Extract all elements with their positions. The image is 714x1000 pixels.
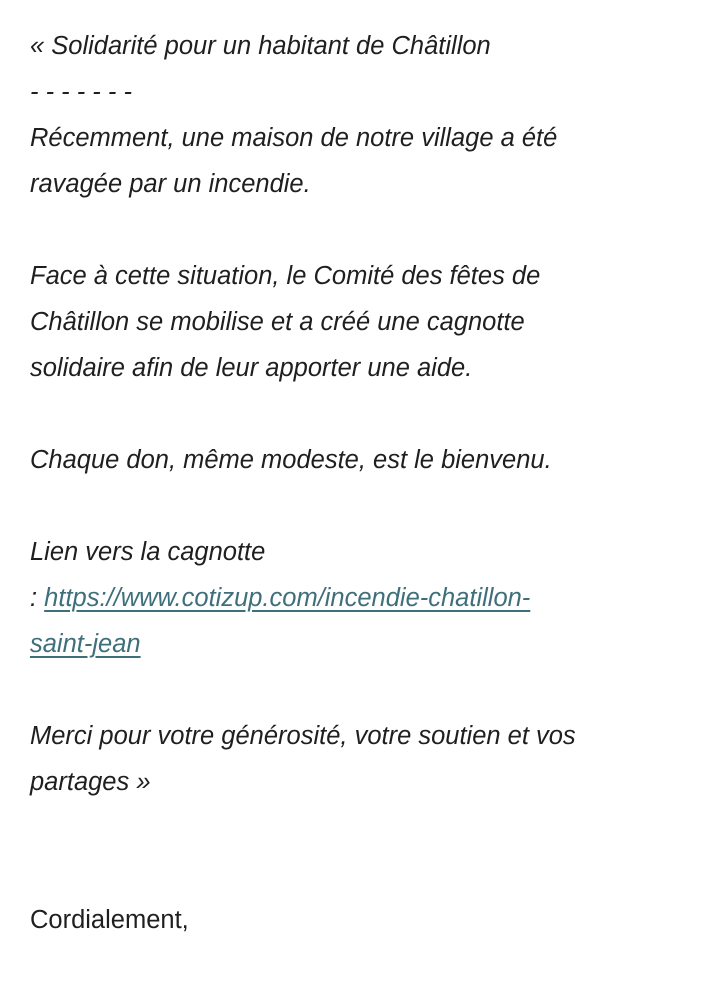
link-line-2 — [30, 621, 690, 667]
paragraph-4-line-1: Merci pour votre générosité, votre soutien et vos — [30, 722, 576, 750]
paragraph-spacer — [30, 667, 690, 713]
paragraph-spacer — [30, 391, 690, 437]
paragraph-2-line-3: solidaire afin de leur apporter une aide. — [30, 354, 473, 382]
link-line-1 — [30, 575, 690, 621]
fundraiser-link-part-1[interactable]: https://www.cotizup.com/incendie-chatillon- — [44, 584, 531, 612]
paragraph-3-line-1: Chaque don, même modeste, est le bienvenu. — [30, 446, 552, 474]
message-body — [30, 23, 690, 943]
paragraph-2-line-1: Face à cette situation, le Comité des fêtes de — [30, 262, 541, 290]
paragraph-spacer — [30, 483, 690, 529]
separator-line: - - - - - - - — [30, 78, 132, 106]
link-label: Lien vers la cagnotte — [30, 538, 266, 566]
paragraph-2-line-2: Châtillon se mobilise et a créé une cagnotte — [30, 308, 525, 336]
closing-salutation: Cordialement, — [30, 906, 189, 934]
paragraph-1-line-1: Récemment, une maison de notre village a été — [30, 124, 558, 152]
paragraph-4-line-2: partages » — [30, 768, 151, 796]
paragraph-spacer — [30, 207, 690, 253]
fundraiser-link-part-2[interactable]: saint-jean — [30, 630, 141, 658]
link-colon: : — [30, 584, 45, 612]
paragraph-1-line-2: ravagée par un incendie. — [30, 170, 311, 198]
announcement-heading: « Solidarité pour un habitant de Châtillon — [30, 32, 491, 60]
quoted-announcement — [30, 23, 690, 805]
signature-spacer — [30, 805, 690, 897]
